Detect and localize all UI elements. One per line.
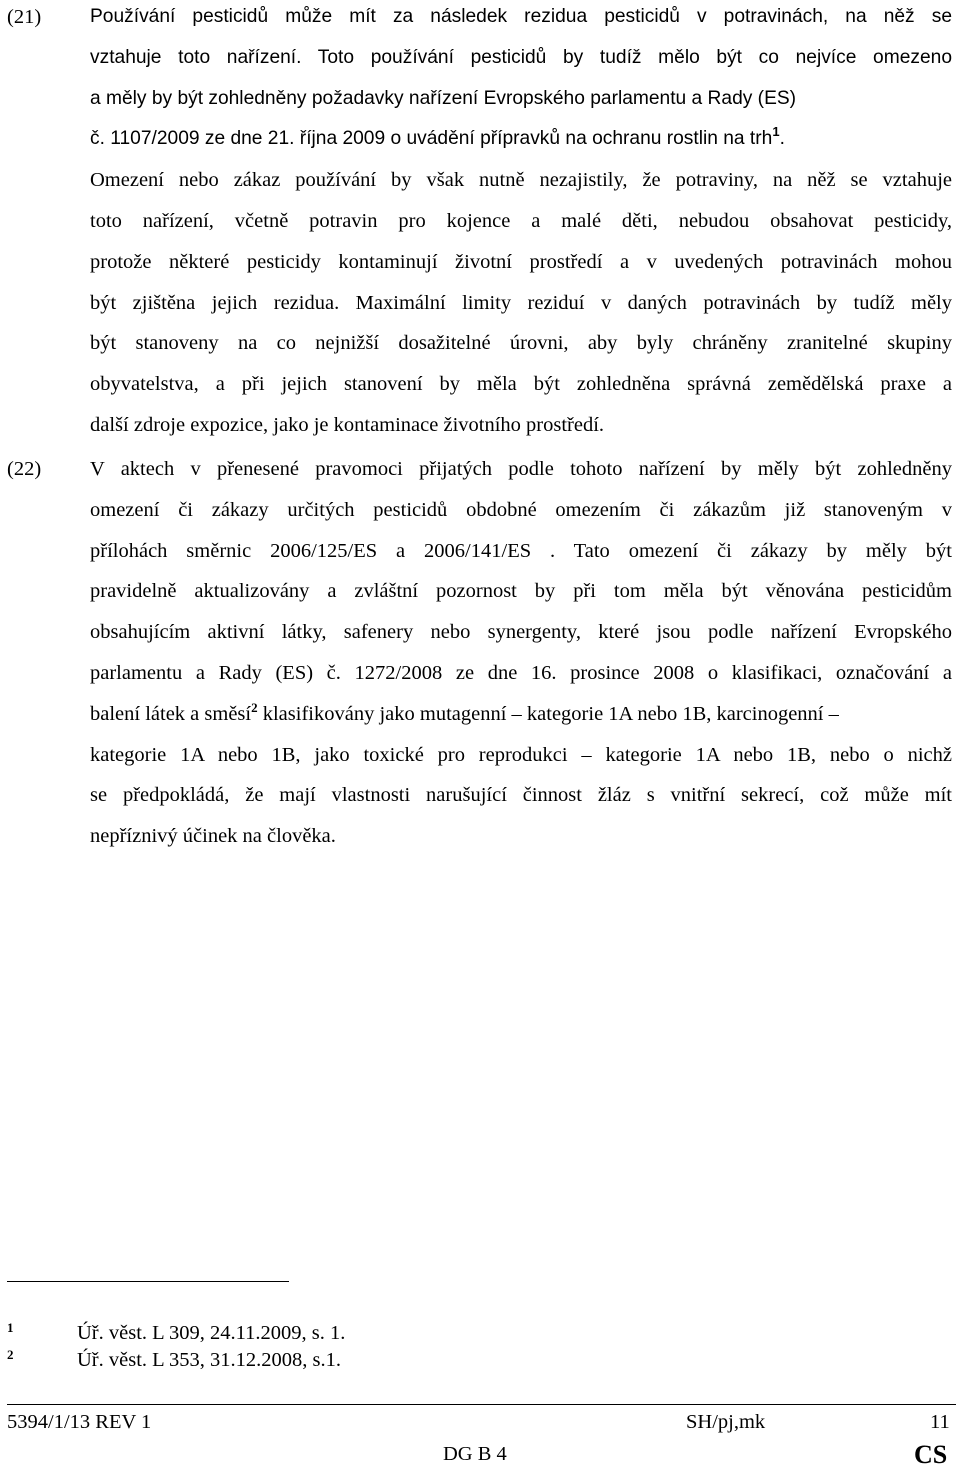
paragraph-number: (21) [7, 6, 42, 28]
document-reference: 5394/1/13 REV 1 [7, 1411, 152, 1433]
text-line: pravidelně aktualizovány a zvláštní pozornost by při tom měla být věnována pesticidům [90, 580, 952, 603]
paragraph-22 [0, 449, 960, 869]
text-line: Používání pesticidů může mít za následek rezidua pesticidů v potravinách, na něž se [90, 6, 952, 27]
author-initials: SH/pj,mk [686, 1411, 766, 1433]
text-line: se předpokládá, že mají vlastnosti narušující činnost žláz s vnitřní sekrecí, což může mít [90, 784, 952, 807]
paragraph-21 [0, 0, 960, 447]
text-line: Omezení nebo zákaz používání by však nutně nezajistily, že potraviny, na něž se vztahuje [90, 169, 952, 192]
text-line: kategorie 1A nebo 1B, jako toxické pro reprodukci – kategorie 1A nebo 1B, nebo o nichž [90, 743, 952, 766]
text-line: být zjištěna jejich rezidua. Maximální limity reziduí v daných potravinách by tudíž měly [90, 291, 952, 314]
paragraph-number: (22) [7, 458, 42, 480]
text-line: omezení či zákazy určitých pesticidů obdobné omezením či zákazům již stanoveným v [90, 498, 952, 521]
text-line: V aktech v přenesené pravomoci přijatých podle tohoto nařízení by měly být zohledněny [90, 458, 952, 480]
footnote-number: 1 [7, 1320, 14, 1335]
footnote-ref[interactable]: 1 [772, 124, 780, 140]
text-line: balení látek a směsí$^2$ klasifikovány jako mutagenní – kategorie 1A nebo 1B, karcinogenní – [90, 699, 839, 725]
text-line: a měly by být zohledněny požadavky nařízení Evropského parlamentu a Rady (ES) [90, 87, 797, 109]
footer-rule [7, 1404, 956, 1405]
text-line: protože některé pesticidy kontaminují životní prostředí a v uvedených potravinách mohou [90, 250, 952, 273]
text-line: obyvatelstva, a při jejich stanovení by měla být zohledněna správná zemědělská praxe a [90, 373, 952, 396]
directorate-code: DG B 4 [443, 1443, 507, 1465]
text-line: č. 1107/2009 ze dne 21. října 2009 o uvádění přípravků na ochranu rostlin na trh$^1$. [90, 124, 785, 150]
text-line: toto nařízení, včetně potravin pro kojence a malé děti, nebudou obsahovat pesticidy, [90, 209, 952, 232]
text-line: přílohách směrnic 2006/125/ES a 2006/141/ES . Tato omezení či zákazy by měly být [90, 539, 952, 562]
footnote-number: 2 [7, 1347, 14, 1362]
paragraph-body [90, 0, 952, 446]
paragraph-body [90, 449, 952, 857]
text-line: obsahujícím aktivní látky, safenery nebo synergenty, které jsou podle nařízení Evropského [90, 621, 952, 644]
footnote-ref[interactable]: 2 [251, 699, 258, 715]
footnote-separator [7, 1281, 289, 1282]
text-line: parlamentu a Rady (ES) č. 1272/2008 ze dne 16. prosince 2008 o klasifikaci, označování a [90, 661, 952, 684]
text-line: nepříznivý účinek na člověka. [90, 825, 336, 848]
text-line: být stanoveny na co nejnižší dosažitelné úrovni, aby byly chráněny zranitelné skupiny [90, 332, 952, 355]
page-number: 11 [930, 1411, 950, 1433]
language-code: CS [914, 1440, 948, 1469]
footnote-text: Úř. věst. L 353, 31.12.2008, s.1. [77, 1349, 342, 1371]
text-line: další zdroje expozice, jako je kontaminace životního prostředí. [90, 413, 605, 436]
text-line: vztahuje toto nařízení. Toto používání pesticidů by tudíž mělo být co nejvíce omezeno [90, 46, 952, 68]
footnote-text: Úř. věst. L 309, 24.11.2009, s. 1. [77, 1322, 346, 1344]
